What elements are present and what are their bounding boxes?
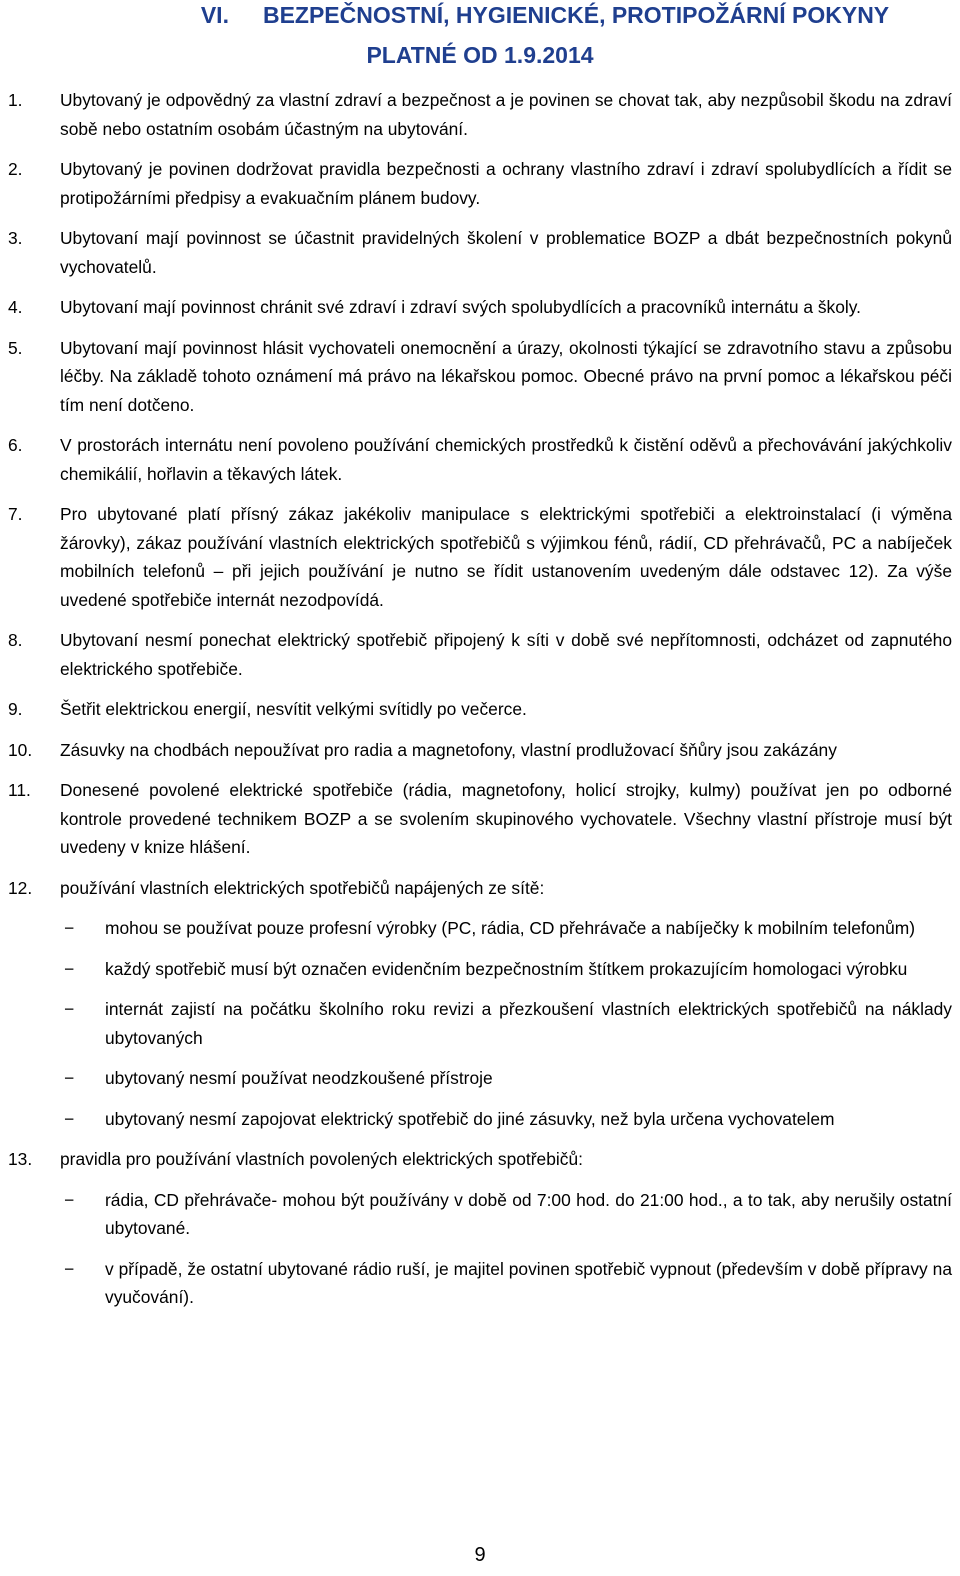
list-item	[0, 86, 960, 143]
list-item	[0, 1145, 960, 1312]
dash-bullet: −	[64, 1108, 75, 1129]
sub-item-text: ubytovaný nesmí používat neodzkoušené přístroje	[105, 1068, 493, 1088]
list-item	[0, 334, 960, 420]
sub-item-text: v případě, že ostatní ubytované rádio ruší, je majitel povinen spotřebič vypnout (především v době přípravy na vyučování).	[105, 1258, 952, 1307]
rules-list	[0, 86, 960, 1324]
sub-list-item	[0, 1186, 960, 1243]
sub-list-item	[0, 1255, 960, 1312]
item-text: Pro ubytované platí přísný zákaz jakékoliv manipulace s elektrickými spotřebiči a elektroinstalací (i výměna žárovky), zákaz používání vlastních elektrických spotřebičů s výjimkou fénů, rádií, CD přehrávačů, PC a nabíječek mobilních telefonů – při jejich používání je nutno se řídit ustanovením uvedeným dále odstavec 12). Za výše uvedené spotřebiče internát nezodpovídá.	[60, 504, 952, 610]
heading-line-1	[0, 2, 960, 29]
item-number: 3.	[8, 228, 23, 248]
item-number: 12.	[8, 877, 33, 898]
sub-item-text: internát zajistí na počátku školního roku revizi a přezkoušení vlastních elektrických spotřebičů na náklady ubytovaných	[105, 999, 952, 1048]
item-number: 10.	[8, 739, 33, 760]
item-number: 11.	[8, 780, 31, 800]
list-item	[0, 500, 960, 614]
list-item	[0, 626, 960, 683]
sub-list-item	[0, 955, 960, 984]
dash-bullet: −	[64, 999, 75, 1019]
list-item	[0, 776, 960, 862]
sub-item-text: rádia, CD přehrávače- mohou být používány v době od 7:00 hod. do 21:00 hod., a to tak, aby nerušily ostatní ubytované.	[105, 1189, 952, 1238]
dash-bullet: −	[64, 918, 75, 938]
item-text: Zásuvky na chodbách nepoužívat pro radia a magnetofony, vlastní prodlužovací šňůry jsou zakázány	[60, 739, 837, 760]
section-title: BEZPEČNOSTNÍ, HYGIENICKÉ, PROTIPOŽÁRNÍ POKYNY	[262, 2, 890, 28]
item-text: Ubytovaný je povinen dodržovat pravidla bezpečnosti a ochrany vlastního zdraví i zdraví spolubydlících a řídit se protipožárními předpisy a evakuačním plánem budovy.	[60, 159, 952, 208]
dash-bullet: −	[64, 1068, 75, 1088]
item-number: 2.	[8, 159, 23, 179]
sub-item-text: mohou se používat pouze profesní výrobky (PC, rádia, CD přehrávače a nabíječky k mobilním telefonům)	[105, 918, 916, 938]
sub-item-text: ubytovaný nesmí zapojovat elektrický spotřebič do jiné zásuvky, než byla určena vychovatelem	[105, 1108, 835, 1129]
list-item	[0, 431, 960, 488]
item-text: Donesené povolené elektrické spotřebiče (rádia, magnetofony, holicí strojky, kulmy) používat jen po odborné kontrole provedené technikem BOZP a se svolením skupinového vychovatele. Všechny vlastní přístroje musí být uvedeny v knize hlášení.	[60, 780, 952, 857]
dash-bullet: −	[64, 1189, 75, 1210]
list-item	[0, 293, 960, 322]
section-valid-from: PLATNÉ OD 1.9.2014	[366, 42, 594, 68]
sub-list-item	[0, 1105, 960, 1134]
list-item	[0, 155, 960, 212]
item-number: 1.	[8, 90, 23, 110]
dash-bullet: −	[64, 1258, 75, 1279]
item-text: Ubytovaní mají povinnost se účastnit pravidelných školení v problematice BOZP a dbát bezpečnostních pokynů vychovatelů.	[60, 228, 952, 277]
item-number: 6.	[8, 435, 23, 455]
item-text: Ubytovaní mají povinnost hlásit vychovateli onemocnění a úrazy, okolnosti týkající se zdravotního stavu a způsobu léčby. Na základě tohoto oznámení má právo na lékařskou pomoc. Obecné právo na první pomoc a lékařskou péči tím není dotčeno.	[60, 337, 952, 415]
item-text: Šetřit elektrickou energií, nesvítit velkými svítidly po večerce.	[60, 699, 527, 719]
list-item	[0, 736, 960, 765]
sub-item-text: každý spotřebič musí být označen evidenčním bezpečnostním štítkem prokazujícím homologaci výrobku	[105, 958, 908, 979]
page-number: 9	[474, 1544, 486, 1566]
list-item	[0, 695, 960, 724]
item-number: 13.	[8, 1149, 33, 1169]
item-number: 9.	[8, 699, 23, 719]
item-number: 5.	[8, 337, 23, 358]
item-text: používání vlastních elektrických spotřebičů napájených ze sítě:	[60, 877, 545, 898]
item-text: Ubytovaný je odpovědný za vlastní zdraví a bezpečnost a je povinen se chovat tak, aby nezpůsobil škodu na zdraví sobě nebo ostatním osobám účastným na ubytování.	[60, 90, 952, 139]
list-item	[0, 224, 960, 281]
item-text: Ubytovaní mají povinnost chránit své zdraví i zdraví svých spolubydlících a pracovníků internátu a školy.	[60, 297, 861, 317]
item-text: V prostorách internátu není povoleno používání chemických prostředků k čistění oděvů a přechovávání jakýchkoliv chemikálií, hořlavin a těkavých látek.	[60, 435, 952, 484]
sub-list-item	[0, 914, 960, 943]
section-number: VI.	[200, 2, 229, 28]
item-text: pravidla pro používání vlastních povolených elektrických spotřebičů:	[60, 1149, 583, 1169]
list-item	[0, 874, 960, 1134]
dash-bullet: −	[64, 958, 75, 979]
item-number: 8.	[8, 630, 23, 650]
sub-list-item	[0, 995, 960, 1052]
item-number: 7.	[8, 504, 23, 524]
item-text: Ubytovaní nesmí ponechat elektrický spotřebič připojený k síti v době své nepřítomnosti, odcházet od zapnutého elektrického spotřebiče.	[60, 630, 952, 679]
sub-list-item	[0, 1064, 960, 1093]
item-number: 4.	[8, 297, 23, 317]
